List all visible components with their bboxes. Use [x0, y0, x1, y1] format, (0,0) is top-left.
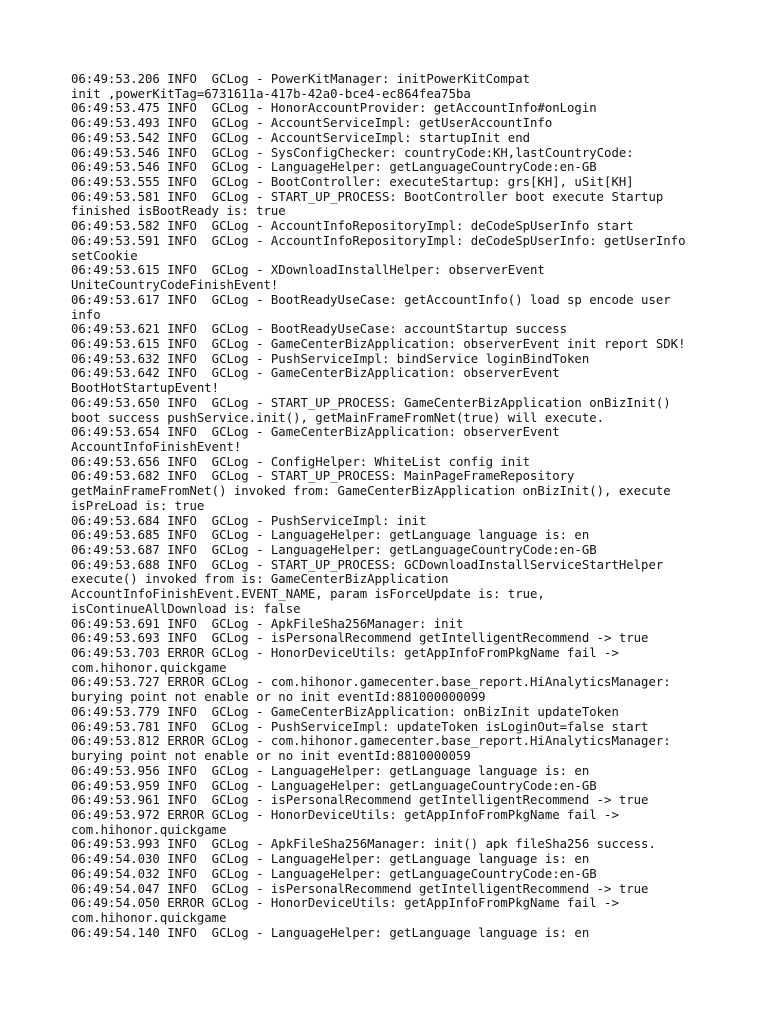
log-line: 06:49:53.555 INFO GCLog - BootController: executeStartup: grs[KH], uSit[KH]: [71, 175, 634, 190]
log-line: info: [71, 307, 101, 322]
log-line: 06:49:53.656 INFO GCLog - ConfigHelper: WhiteList config init: [71, 454, 531, 469]
log-line: 06:49:53.617 INFO GCLog - BootReadyUseCase: getAccountInfo() load sp encode user: [71, 292, 671, 307]
log-line: 06:49:53.685 INFO GCLog - LanguageHelper: getLanguage language is: en: [71, 528, 590, 543]
log-line: 06:49:53.546 INFO GCLog - LanguageHelper: getLanguageCountryCode:en-GB: [71, 160, 597, 175]
log-line: 06:49:53.642 INFO GCLog - GameCenterBizApplication: observerEvent: [71, 366, 560, 381]
log-line: 06:49:53.615 INFO GCLog - GameCenterBizApplication: observerEvent init report SDK!: [71, 336, 686, 351]
log-line: 06:49:53.781 INFO GCLog - PushServiceImpl: updateToken isLoginOut=false start: [71, 719, 649, 734]
log-line: 06:49:53.591 INFO GCLog - AccountInfoRepositoryImpl: deCodeSpUserInfo: getUserInfo: [71, 233, 686, 248]
log-line: 06:49:53.582 INFO GCLog - AccountInfoRepositoryImpl: deCodeSpUserInfo start: [71, 219, 634, 234]
log-line: 06:49:54.050 ERROR GCLog - HonorDeviceUtils: getAppInfoFromPkgName fail ->: [71, 896, 619, 911]
log-line: 06:49:53.961 INFO GCLog - isPersonalRecommend getIntelligentRecommend -> true: [71, 793, 649, 808]
log-line: 06:49:53.693 INFO GCLog - isPersonalRecommend getIntelligentRecommend -> true: [71, 631, 649, 646]
log-line: 06:49:53.650 INFO GCLog - START_UP_PROCESS: GameCenterBizApplication onBizInit(): [71, 395, 671, 410]
log-line: 06:49:53.632 INFO GCLog - PushServiceImpl: bindService loginBindToken: [71, 351, 590, 366]
log-line: 06:49:53.691 INFO GCLog - ApkFileSha256Manager: init: [71, 616, 464, 631]
log-line: 06:49:53.206 INFO GCLog - PowerKitManager: initPowerKitCompat: [71, 72, 531, 86]
log-line: burying point not enable or no init eventId:8810000059: [71, 749, 471, 764]
log-line: 06:49:53.684 INFO GCLog - PushServiceImpl: init: [71, 513, 427, 528]
log-line: 06:49:53.542 INFO GCLog - AccountServiceImpl: startupInit end: [71, 130, 531, 145]
log-line: 06:49:53.621 INFO GCLog - BootReadyUseCase: accountStartup success: [71, 322, 568, 337]
log-line: AccountInfoFinishEvent!: [71, 439, 242, 454]
log-line: finished isBootReady is: true: [71, 204, 286, 219]
log-line: 06:49:53.993 INFO GCLog - ApkFileSha256Manager: init() apk fileSha256 success.: [71, 837, 656, 852]
log-line: com.hihonor.quickgame: [71, 822, 227, 837]
log-line: 06:49:53.615 INFO GCLog - XDownloadInstallHelper: observerEvent: [71, 263, 545, 278]
log-line: 06:49:53.779 INFO GCLog - GameCenterBizApplication: onBizInit updateToken: [71, 704, 619, 719]
log-line: UniteCountryCodeFinishEvent!: [71, 278, 279, 293]
log-line: com.hihonor.quickgame: [71, 660, 227, 675]
log-line: isContinueAllDownload is: false: [71, 601, 301, 616]
log-line: 06:49:54.140 INFO GCLog - LanguageHelper: getLanguage language is: en: [71, 925, 590, 940]
log-line: 06:49:53.475 INFO GCLog - HonorAccountProvider: getAccountInfo#onLogin: [71, 101, 597, 116]
log-line: 06:49:53.956 INFO GCLog - LanguageHelper: getLanguage language is: en: [71, 763, 590, 778]
log-line: execute() invoked from is: GameCenterBizApplication: [71, 572, 449, 587]
log-line: 06:49:53.812 ERROR GCLog - com.hihonor.gamecenter.base_report.HiAnalyticsManager:: [71, 734, 671, 749]
log-line: com.hihonor.quickgame: [71, 910, 227, 925]
log-line: 06:49:53.959 INFO GCLog - LanguageHelper: getLanguageCountryCode:en-GB: [71, 778, 597, 793]
log-line: isPreLoad is: true: [71, 498, 205, 513]
log-line: 06:49:54.030 INFO GCLog - LanguageHelper: getLanguage language is: en: [71, 852, 590, 867]
log-line: 06:49:53.654 INFO GCLog - GameCenterBizApplication: observerEvent: [71, 425, 560, 440]
log-line: AccountInfoFinishEvent.EVENT_NAME, param isForceUpdate is: true,: [71, 587, 545, 602]
log-line: 06:49:53.682 INFO GCLog - START_UP_PROCESS: MainPageFrameRepository: [71, 469, 575, 484]
log-line: BootHotStartupEvent!: [71, 381, 220, 396]
log-line: burying point not enable or no init eventId:881000000099: [71, 690, 486, 705]
log-line: 06:49:53.703 ERROR GCLog - HonorDeviceUtils: getAppInfoFromPkgName fail ->: [71, 646, 619, 661]
log-line: 06:49:53.688 INFO GCLog - START_UP_PROCESS: GCDownloadInstallServiceStartHelper: [71, 557, 664, 572]
log-line: 06:49:53.687 INFO GCLog - LanguageHelper: getLanguageCountryCode:en-GB: [71, 543, 597, 557]
log-line: init ,powerKitTag=6731611a-417b-42a0-bce4-ec864fea75ba: [71, 86, 471, 101]
log-line: 06:49:54.032 INFO GCLog - LanguageHelper: getLanguageCountryCode:en-GB: [71, 866, 597, 881]
log-line: 06:49:53.493 INFO GCLog - AccountServiceImpl: getUserAccountInfo: [71, 116, 553, 131]
log-line: 06:49:54.047 INFO GCLog - isPersonalRecommend getIntelligentRecommend -> true: [71, 881, 649, 896]
log-line: boot success pushService.init(), getMainFrameFromNet(true) will execute.: [71, 410, 605, 425]
log-document: [71, 72, 761, 940]
log-line: getMainFrameFromNet() invoked from: GameCenterBizApplication onBizInit(), execute: [71, 484, 671, 499]
log-line: 06:49:53.546 INFO GCLog - SysConfigChecker: countryCode:KH,lastCountryCode:: [71, 145, 634, 160]
log-line: 06:49:53.972 ERROR GCLog - HonorDeviceUtils: getAppInfoFromPkgName fail ->: [71, 807, 619, 822]
log-line: 06:49:53.727 ERROR GCLog - com.hihonor.gamecenter.base_report.HiAnalyticsManager:: [71, 675, 671, 690]
log-line: 06:49:53.581 INFO GCLog - START_UP_PROCESS: BootController boot execute Startup: [71, 189, 664, 204]
log-line: setCookie: [71, 248, 138, 263]
